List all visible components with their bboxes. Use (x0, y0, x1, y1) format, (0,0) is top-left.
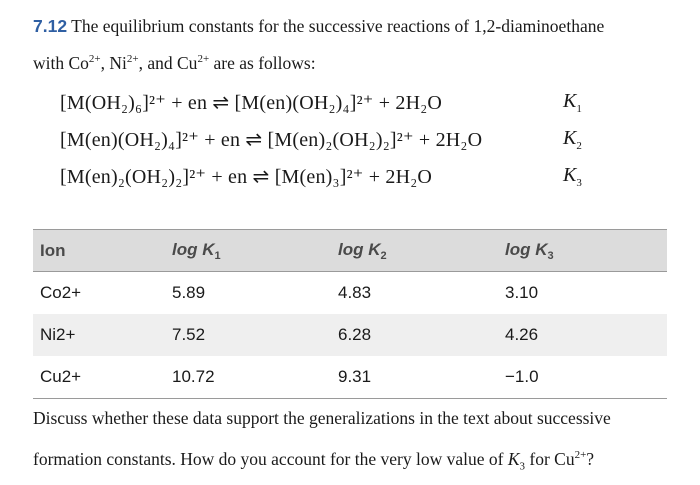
header-subscript: 1 (214, 249, 221, 262)
intro-text-co: with Co (33, 52, 89, 73)
discussion-text-a: formation constants. How do you account for the very low value of (33, 448, 508, 469)
discussion-text (33, 400, 683, 485)
ion-cell: Ni2+ (40, 325, 76, 344)
equation-2: [M(en)(OH₂)₄]²⁺ + en ⇌ [M(en)₂(OH₂)₂]²⁺ + 2H₂O (60, 129, 483, 151)
table-row (33, 356, 667, 398)
intro-text-ni: , Ni (100, 52, 127, 73)
k-symbol: K (507, 448, 520, 469)
log-k3-cell: 4.26 (505, 325, 539, 344)
log-k2-cell: 6.28 (338, 325, 372, 344)
equation-2-constant (563, 127, 582, 152)
k-symbol: K (563, 90, 577, 112)
k-symbol: K (563, 127, 577, 149)
constants-table (33, 229, 667, 399)
discussion-line-2 (33, 437, 683, 485)
equation-3: [M(en)₂(OH₂)₂]²⁺ + en ⇌ [M(en)₃]²⁺ + 2H₂O (60, 166, 433, 188)
question-line-2 (33, 43, 683, 80)
k-subscript: 1 (576, 103, 582, 115)
header-label: log K (338, 239, 381, 259)
k-subscript: 3 (519, 460, 525, 473)
k-subscript: 2 (576, 140, 582, 152)
intro-text: The equilibrium constants for the successive reactions of 1,2-diaminoethane (71, 16, 605, 36)
log-k1-cell: 10.72 (172, 367, 215, 386)
header-subscript: 3 (547, 249, 554, 262)
charge-ni: 2+ (126, 53, 139, 65)
k-subscript: 3 (576, 177, 582, 189)
question-line-1 (33, 10, 683, 43)
equation-3-constant (563, 164, 582, 189)
header-log-k1 (172, 239, 221, 261)
log-k2-cell: 4.83 (338, 283, 372, 302)
log-k2-cell: 9.31 (338, 367, 372, 386)
header-log-k2 (338, 239, 387, 261)
equation-1-constant (563, 90, 582, 115)
header-label: log K (172, 239, 215, 259)
header-label: log K (505, 239, 548, 259)
header-ion: Ion (40, 240, 66, 260)
header-log-k3 (505, 239, 554, 261)
log-k3-cell: 3.10 (505, 283, 539, 302)
ion-cell: Co2+ (40, 283, 82, 302)
k-symbol: K (563, 164, 577, 186)
intro-text-end: are as follows: (209, 52, 316, 73)
log-k1-cell: 7.52 (172, 325, 206, 344)
log-k3-cell: −1.0 (505, 367, 539, 386)
charge-cu: 2+ (197, 53, 210, 65)
table-header-row (33, 229, 667, 272)
ion-cell: Cu2+ (40, 367, 82, 386)
discussion-line-1: Discuss whether these data support the generalizations in the text about successive (33, 408, 611, 428)
charge-cu: 2+ (574, 449, 587, 461)
discussion-text-b: for Cu (525, 448, 575, 469)
header-subscript: 2 (380, 249, 387, 262)
intro-text-cu: , and Cu (138, 52, 198, 73)
charge-co: 2+ (88, 53, 101, 65)
table-bottom-rule (33, 398, 667, 399)
log-k1-cell: 5.89 (172, 283, 206, 302)
question-mark: ? (586, 448, 595, 469)
table-row (33, 272, 667, 314)
question-header (33, 10, 683, 80)
question-number: 7.12 (33, 16, 68, 36)
table-row (33, 314, 667, 356)
equation-1: [M(OH₂)₆]²⁺ + en ⇌ [M(en)(OH₂)₄]²⁺ + 2H₂O (60, 92, 443, 114)
